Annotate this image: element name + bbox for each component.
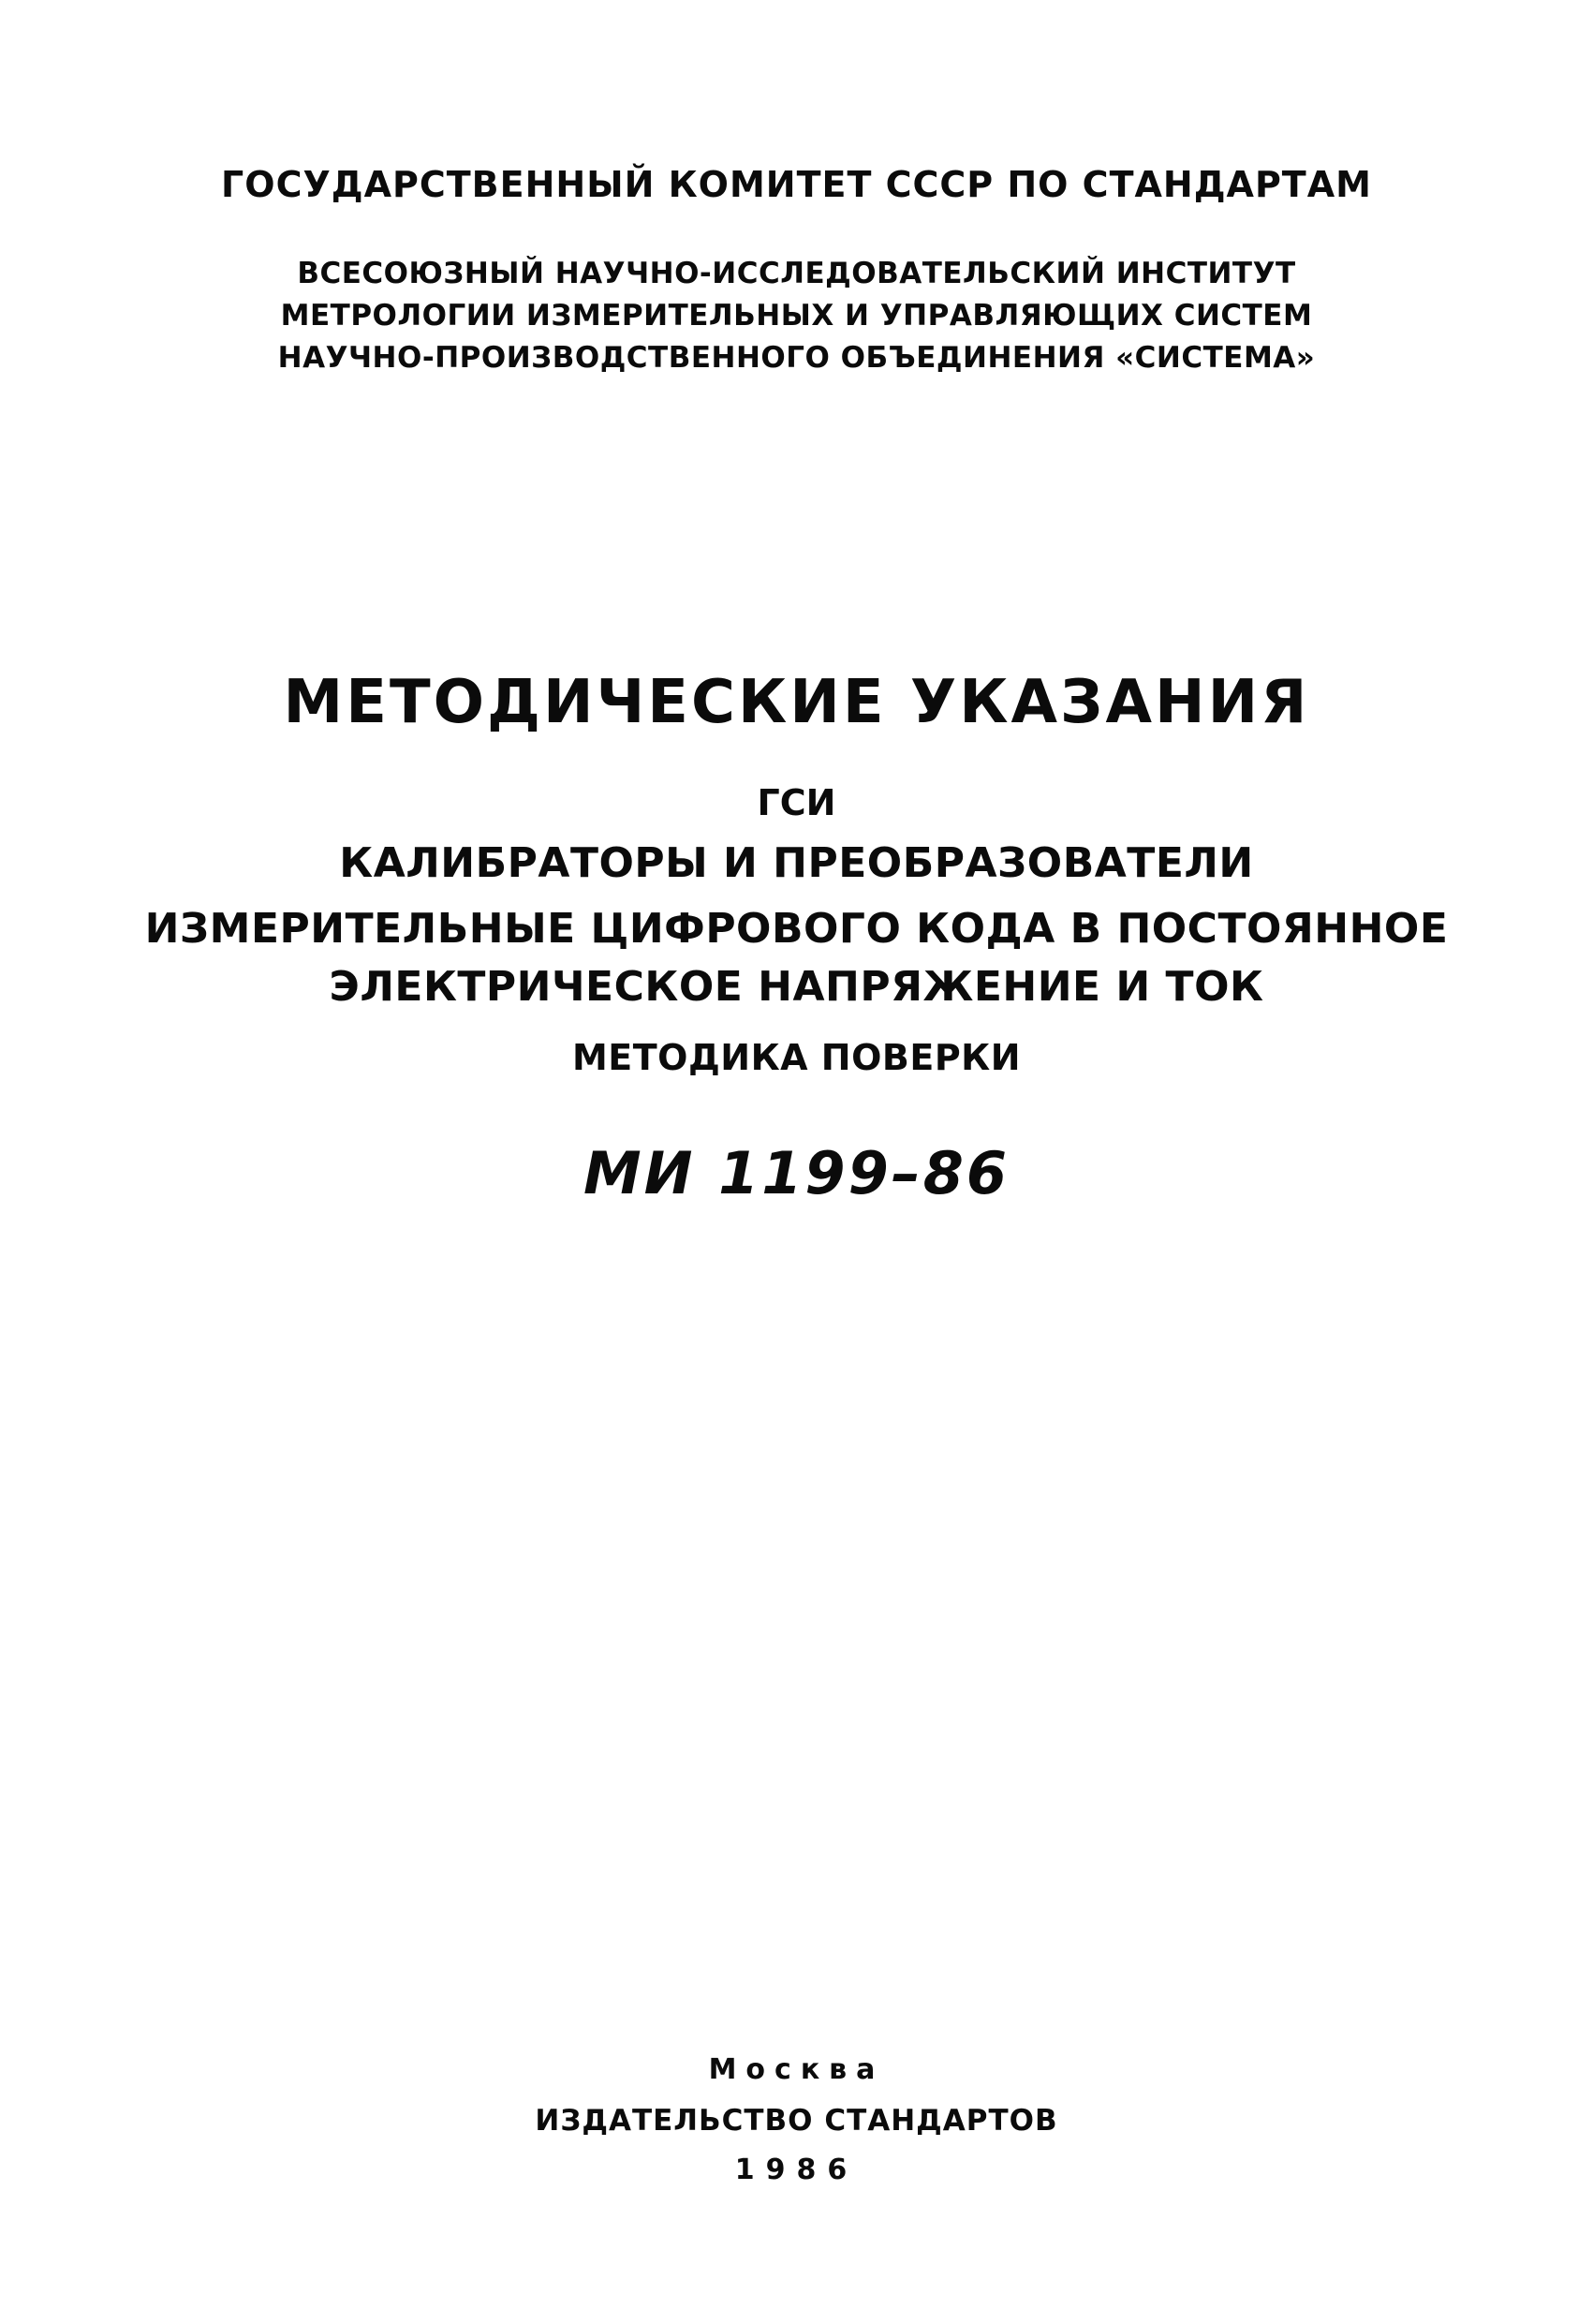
publisher-name: ИЗДАТЕЛЬСТВО СТАНДАРТОВ: [535, 2104, 1058, 2138]
publication-year: 1986: [734, 2154, 859, 2186]
method-subtitle: МЕТОДИКА ПОВЕРКИ: [571, 1037, 1022, 1078]
title-line-2: ИЗМЕРИТЕЛЬНЫЕ ЦИФРОВОГО КОДА В ПОСТОЯННОЕ: [144, 905, 1449, 953]
institute-line-3: НАУЧНО-ПРОИЗВОДСТВЕННОГО ОБЪЕДИНЕНИЯ «СИСТЕМА»: [277, 341, 1316, 375]
committee-heading: ГОСУДАРСТВЕННЫЙ КОМИТЕТ СССР ПО СТАНДАРТАМ: [221, 164, 1372, 205]
document-code: МИ 1199–86: [583, 1139, 1010, 1207]
institute-line-1: ВСЕСОЮЗНЫЙ НАУЧНО-ИССЛЕДОВАТЕЛЬСКИЙ ИНСТИТУТ: [297, 257, 1296, 290]
title-line-1: КАЛИБРАТОРЫ И ПРЕОБРАЗОВАТЕЛИ: [339, 839, 1254, 887]
institute-line-2: МЕТРОЛОГИИ ИЗМЕРИТЕЛЬНЫХ И УПРАВЛЯЮЩИХ СИСТЕМ: [280, 299, 1313, 333]
title-line-3: ЭЛЕКТРИЧЕСКОЕ НАПРЯЖЕНИЕ И ТОК: [329, 963, 1264, 1011]
gsi-label: ГСИ: [757, 782, 836, 823]
document-type-title: МЕТОДИЧЕСКИЕ УКАЗАНИЯ: [283, 668, 1310, 737]
publication-city: Москва: [708, 2053, 885, 2086]
